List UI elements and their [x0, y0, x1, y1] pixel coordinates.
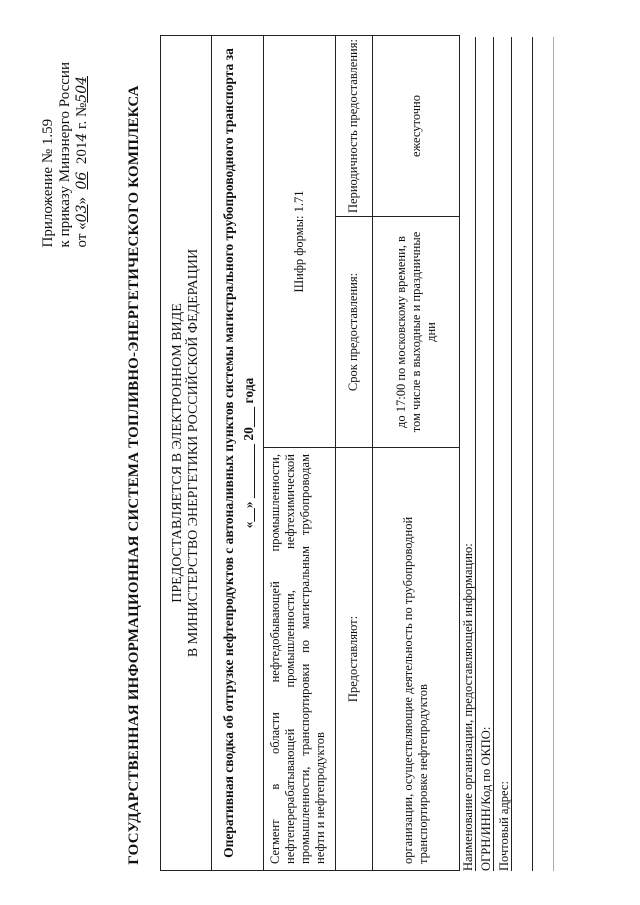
organization-fields — [458, 37, 554, 871]
header-deadline: Срок предоставления: — [335, 216, 372, 447]
value-deadline: до 17:00 по московскому времени, в том числе в выходные и праздничные дни — [372, 216, 460, 447]
org-name-field: Наименование организации, предоставляющей информацию: — [458, 37, 476, 871]
header-provides: Предоставляют: — [335, 447, 372, 870]
appendix-line2: к приказу Минэнерго России — [57, 62, 73, 248]
submission-line1: ПРЕДОСТАВЛЯЕТСЯ В ЭЛЕКТРОННОМ ВИДЕ — [170, 303, 185, 603]
form-table — [160, 35, 460, 871]
appendix-block — [40, 62, 91, 247]
report-title-line1: Оперативная сводка об отгрузке нефтепродуктов с автоналивных пунктов системы магистрального трубопроводного транспорта за — [221, 48, 236, 858]
header-row — [335, 36, 373, 870]
report-title — [212, 36, 264, 870]
org-ids-field: ОГРН/ИНН/Код по ОКПО: — [476, 37, 494, 871]
appendix-quote: » — [74, 197, 90, 205]
appendix-line1: Приложение № 1.59 — [40, 118, 56, 248]
form-code: Шифр формы: 1.71 — [292, 190, 306, 293]
value-periodicity: ежесуточно — [408, 95, 423, 157]
report-title-line2: «__» ________ 20___ года — [241, 377, 256, 529]
appendix-day: 03 — [74, 204, 90, 223]
appendix-year-prefix: 201 — [74, 141, 90, 165]
appendix-from: от « — [74, 222, 90, 248]
blank-line — [512, 37, 533, 871]
appendix-number: 504 — [74, 75, 90, 103]
header-periodicity: Периодичность предоставления: — [346, 39, 360, 213]
blank-line-2 — [533, 37, 554, 871]
segment-text: Сегмент в области нефтедобывающей промышленности, нефтеперерабатывающей промышленности, нефтехимической промышленности, транспортировки по магистральным трубопроводам нефти и нефтепродуктов — [264, 447, 335, 870]
submission-header — [161, 36, 212, 870]
main-title: ГОСУДАРСТВЕННАЯ ИНФОРМАЦИОННАЯ СИСТЕМА ТОПЛИВНО-ЭНЕРГЕТИЧЕСКОГО КОМПЛЕКСА — [126, 85, 142, 865]
appendix-year-suffix: г. № — [74, 102, 90, 133]
segment-row — [264, 36, 336, 870]
appendix-line3 — [74, 62, 91, 247]
appendix-month: 06 — [74, 171, 90, 190]
submission-line2: В МИНИСТЕРСТВО ЭНЕРГЕТИКИ РОССИЙСКОЙ ФЕДЕРАЦИИ — [186, 248, 201, 658]
values-row — [372, 36, 460, 870]
appendix-year-digit: 4 — [74, 132, 90, 142]
value-provides: организации, осуществляющие деятельность по трубопроводной транспортировке нефтепродуктов — [372, 447, 460, 870]
org-address-field: Почтовый адрес: — [494, 37, 512, 871]
